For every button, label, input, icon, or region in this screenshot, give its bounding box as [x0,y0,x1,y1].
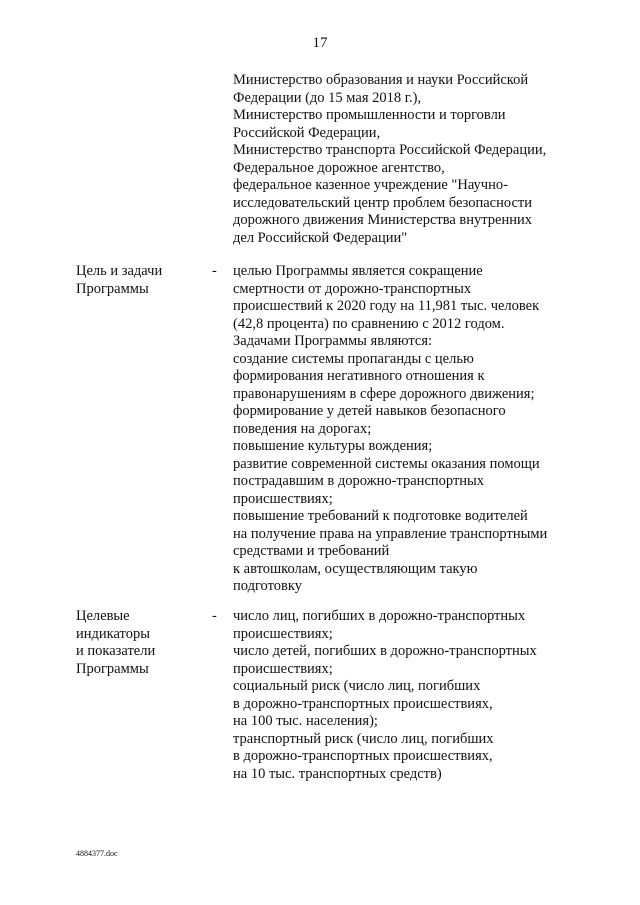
goals-line: к автошколам, осуществляющим такую [233,560,478,577]
indicators-line: в дорожно-транспортных происшествиях, [233,695,493,712]
indicators-line: на 10 тыс. транспортных средств) [233,765,442,782]
executors-line: дел Российской Федерации" [233,229,408,246]
indicators-dash: - [212,608,217,624]
goals-line: поведения на дорогах; [233,420,372,437]
goals-content [233,263,593,596]
indicators-line: транспортный риск (число лиц, погибших [233,730,494,747]
executors-line: дорожного движения Министерства внутренних [233,212,533,228]
page-number: 17 [312,35,328,51]
goals-line: повышение требований к подготовке водителей [233,508,528,524]
goals-line: пострадавшим в дорожно-транспортных [233,473,485,489]
goals-label-line: Программы [76,280,149,297]
goals-line: Задачами Программы являются: [233,333,433,349]
goals-line: развитие современной системы оказания помощи [233,455,540,472]
goals-line: на получение права на управление транспортными [233,525,548,542]
executors-line: Министерство промышленности и торговли [233,107,506,123]
indicators-line: число лиц, погибших в дорожно-транспортных [233,608,526,624]
goals-line: целью Программы является сокращение [233,263,483,279]
goals-line: формирование у детей навыков безопасного [233,403,506,419]
indicators-label-line: Программы [76,660,149,677]
executors-line: исследовательский центр проблем безопасности [233,194,533,211]
goals-line: правонарушениям в сфере дорожного движения; [233,385,535,402]
goals-line: происшествиях; [233,490,333,507]
indicators-line: на 100 тыс. населения); [233,713,378,729]
goals-label-line: Цель и задачи [76,263,163,279]
indicators-label [76,608,206,678]
indicators-content [233,608,593,783]
indicators-line: происшествиях; [233,625,333,642]
indicators-line: в дорожно-транспортных происшествиях, [233,748,493,764]
indicators-label-line: Целевые [76,608,130,624]
goals-line: (42,8 процента) по сравнению с 2012 годом. [233,315,505,332]
executors-line: федеральное казенное учреждение "Научно- [233,177,508,193]
indicators-label-line: и показатели [76,643,156,659]
document-filename: 4884377.doc [76,849,118,858]
executors-line: Министерство образования и науки Российской [233,72,529,88]
goals-line: подготовку [233,578,302,594]
indicators-line: число детей, погибших в дорожно-транспортных [233,643,537,659]
goals-line: происшествий к 2020 году на 11,981 тыс. человек [233,298,540,314]
goals-line: формирования негативного отношения к [233,368,485,384]
goals-line: средствами и требований [233,543,390,559]
goals-label [76,263,206,298]
executors-line: Российской Федерации, [233,124,381,141]
goals-line: смертности от дорожно-транспортных [233,280,472,297]
executors-content [233,72,593,247]
executors-line: Федерации (до 15 мая 2018 г.), [233,89,422,106]
indicators-line: происшествиях; [233,660,333,677]
indicators-line: социальный риск (число лиц, погибших [233,678,481,694]
goals-dash: - [212,263,217,279]
goals-line: создание системы пропаганды с целью [233,350,474,367]
indicators-label-line: индикаторы [76,625,150,642]
goals-line: повышение культуры вождения; [233,438,433,454]
executors-line: Федеральное дорожное агентство, [233,159,445,176]
executors-line: Министерство транспорта Российской Федерации, [233,142,547,158]
